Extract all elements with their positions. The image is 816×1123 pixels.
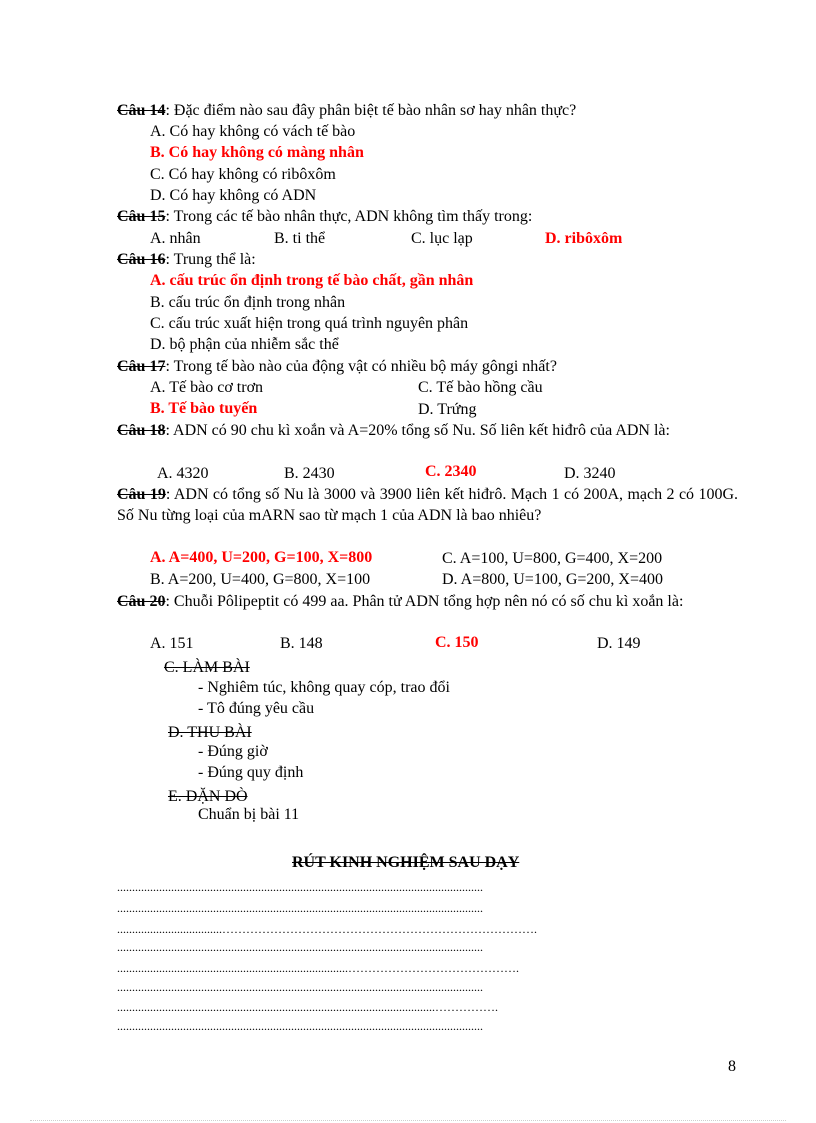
section-heading-dan-do: E. DẶN DÒ xyxy=(168,788,248,805)
question-text: : ADN có tổng số Nu là 3000 và 3900 liên kết hiđrô. Mạch 1 có 200A, mạch 2 có 100G. Số Nu từng loại của mARN sao từ mạch 1 của ADN là bao nhiêu? xyxy=(117,486,739,524)
question-label: Câu 18 xyxy=(117,422,166,439)
option-b: B. 2430 xyxy=(284,465,335,482)
blank-line: .......................................................................................................................... xyxy=(117,980,483,994)
option-a: A. nhân xyxy=(150,230,201,247)
question-label: Câu 17 xyxy=(117,358,166,375)
blank-line: .......................................................................................................................... xyxy=(117,901,483,915)
option-c-answer: C. 2340 xyxy=(425,463,477,480)
option-a: A. Tế bào cơ trơn xyxy=(150,379,264,396)
list-item: Chuẩn bị bài 11 xyxy=(198,806,300,823)
option-b: B. cấu trúc ổn định trong nhân xyxy=(150,294,346,311)
option-b-answer: B. Tế bào tuyến xyxy=(150,400,258,417)
question-18 xyxy=(117,420,738,441)
question-text: : ADN có 90 chu kì xoắn và A=20% tổng số Nu. Số liên kết hiđrô của ADN là: xyxy=(165,422,670,439)
page-bottom-rule xyxy=(30,1120,786,1121)
question-16 xyxy=(117,249,256,270)
page-number: 8 xyxy=(728,1058,736,1075)
blank-line: ..........................................................................................................……………. xyxy=(117,1000,498,1014)
list-item: - Đúng quy định xyxy=(198,764,304,781)
option-b-answer: B. Có hay không có màng nhân xyxy=(150,144,364,161)
option-d: D. A=800, U=100, G=200, X=400 xyxy=(442,571,663,588)
question-text: : Chuỗi Pôlipeptit có 499 aa. Phân tử ADN tổng hợp nên nó có số chu kì xoắn là: xyxy=(165,593,684,610)
question-15 xyxy=(117,206,532,227)
option-c: C. Tế bào hồng cầu xyxy=(418,379,543,396)
option-b: B. A=200, U=400, G=800, X=100 xyxy=(150,571,371,588)
blank-line: .......................................................................................................................... xyxy=(117,880,483,894)
question-text: : Trong các tế bào nhân thực, ADN không tìm thấy trong: xyxy=(165,208,533,225)
list-item: - Nghiêm túc, không quay cóp, trao đổi xyxy=(198,679,450,696)
option-c-answer: C. 150 xyxy=(435,634,479,651)
question-label: Câu 16 xyxy=(117,251,166,268)
option-d: D. Trứng xyxy=(418,401,477,418)
question-19 xyxy=(117,484,738,526)
option-a-answer: A. A=400, U=200, G=100, X=800 xyxy=(150,549,373,566)
list-item: - Đúng giờ xyxy=(198,743,268,760)
review-heading: RÚT KINH NGHIỆM SAU DẠY xyxy=(292,854,520,871)
option-d: D. Có hay không có ADN xyxy=(150,187,317,204)
blank-line: ...................................……………………………………………………………………. xyxy=(117,922,537,936)
section-heading-lam-bai: C. LÀM BÀI xyxy=(164,659,250,676)
blank-line: .......................................................................................................................... xyxy=(117,940,483,954)
question-label: Câu 19 xyxy=(117,486,166,503)
option-c: C. cấu trúc xuất hiện trong quá trình nguyên phân xyxy=(150,315,469,332)
option-b: B. 148 xyxy=(280,635,323,652)
option-c: C. lục lạp xyxy=(411,230,473,247)
option-a-answer: A. cấu trúc ổn định trong tế bào chất, gần nhân xyxy=(150,272,474,289)
option-d: D. bộ phận của nhiễm sắc thể xyxy=(150,336,339,353)
section-heading-thu-bai: D. THU BÀI xyxy=(168,724,252,741)
question-text: : Trung thể là: xyxy=(165,251,256,268)
question-label: Câu 15 xyxy=(117,208,166,225)
question-label: Câu 20 xyxy=(117,593,166,610)
option-c: C. A=100, U=800, G=400, X=200 xyxy=(442,550,663,567)
question-text: : Đặc điểm nào sau đây phân biệt tế bào nhân sơ hay nhân thực? xyxy=(165,102,577,119)
option-c: C. Có hay không có ribôxôm xyxy=(150,166,336,183)
blank-line: .............................................................................……………………………………. xyxy=(117,961,519,975)
question-14 xyxy=(117,100,576,121)
option-d: D. 3240 xyxy=(564,465,616,482)
question-17 xyxy=(117,356,557,377)
option-a: A. Có hay không có vách tế bào xyxy=(150,123,356,140)
option-a: A. 4320 xyxy=(157,465,209,482)
question-label: Câu 14 xyxy=(117,102,166,119)
blank-line: .......................................................................................................................... xyxy=(117,1019,483,1033)
option-d: D. 149 xyxy=(597,635,641,652)
question-20 xyxy=(117,591,738,612)
list-item: - Tô đúng yêu cầu xyxy=(198,700,315,717)
question-text: : Trong tế bào nào của động vật có nhiều bộ máy gôngi nhất? xyxy=(165,358,557,375)
option-d-answer: D. ribôxôm xyxy=(545,230,623,247)
option-b: B. ti thể xyxy=(274,230,326,247)
option-a: A. 151 xyxy=(150,635,194,652)
